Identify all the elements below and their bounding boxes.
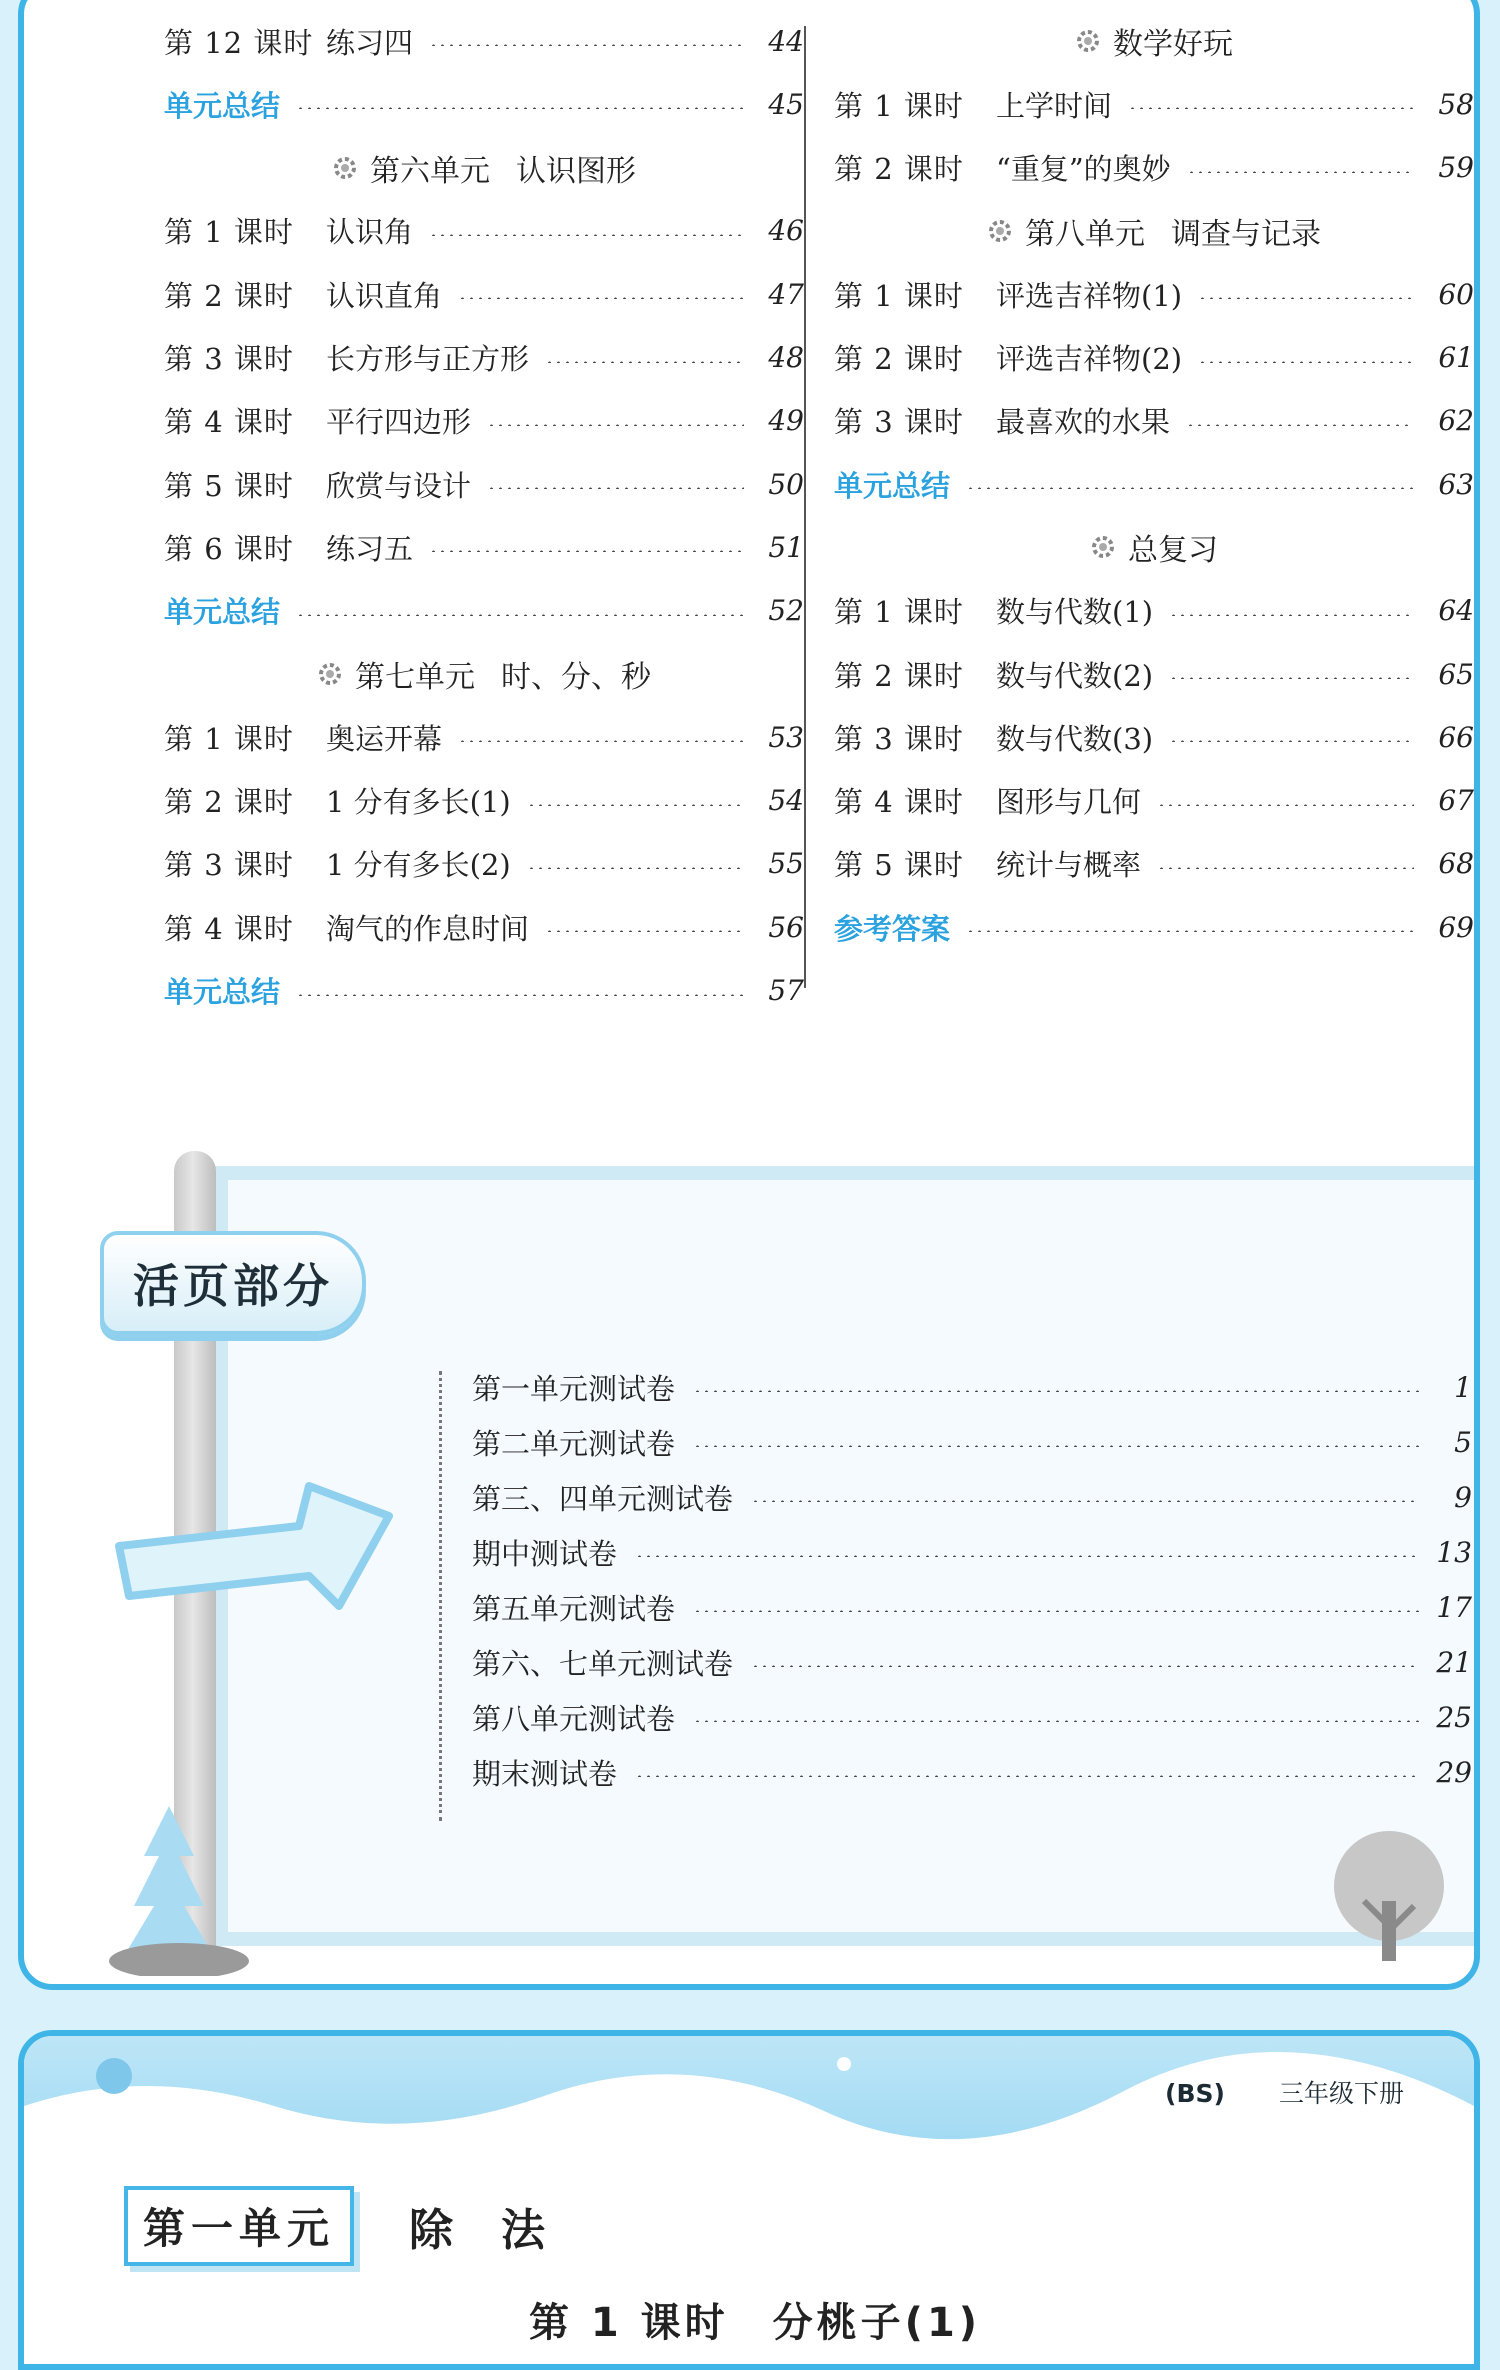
dot-leader — [296, 107, 744, 109]
gear-icon — [1090, 534, 1116, 560]
toc-entry[interactable] — [164, 839, 804, 889]
toc-entry[interactable] — [834, 269, 1474, 319]
unit-heading-name: 认识图形 — [516, 153, 636, 189]
gear-icon — [317, 661, 343, 687]
toc-entry-page: 63 — [1438, 467, 1474, 501]
toc-entry-page: 61 — [1438, 341, 1474, 374]
pullout-entry-title: 期中测试卷 — [472, 1536, 618, 1571]
toc-entry-lesson: 第 2 课时 — [164, 278, 294, 313]
dot-leader — [527, 867, 744, 869]
dot-leader — [1157, 867, 1414, 869]
pullout-entry-page: 9 — [1454, 1480, 1472, 1514]
dot-leader — [545, 361, 744, 363]
toc-entry-title: 评选吉祥物(1) — [996, 278, 1183, 313]
toc-entry-title: 单元总结 — [164, 595, 281, 630]
toc-summary-entry[interactable] — [834, 902, 1474, 952]
toc-entry[interactable] — [164, 206, 804, 256]
toc-entry-page: 68 — [1438, 847, 1474, 881]
dot-leader — [1157, 804, 1414, 806]
toc-entry-title: 图形与几何 — [996, 785, 1142, 820]
unit-heading-label: 第八单元 — [1025, 216, 1145, 252]
dot-leader — [1186, 424, 1414, 426]
toc-entry-title: “重复”的奥妙 — [996, 152, 1171, 187]
dot-leader — [458, 740, 744, 742]
pullout-entry-title: 第六、七单元测试卷 — [472, 1646, 734, 1681]
toc-entry-page: 67 — [1438, 784, 1474, 818]
toc-summary-entry[interactable] — [164, 966, 804, 1016]
toc-entry-page: 51 — [768, 530, 804, 564]
toc-entry-page: 44 — [768, 24, 804, 58]
unit-heading — [164, 143, 804, 193]
toc-entry-page: 64 — [1438, 594, 1474, 628]
toc-entry-title: 练习四 — [326, 25, 414, 60]
unit-heading-label: 数学好玩 — [1113, 27, 1233, 62]
pullout-label: 活页部分 — [100, 1231, 366, 1335]
toc-entry-lesson: 第 5 课时 — [834, 848, 964, 883]
dot-leader — [1187, 171, 1414, 173]
toc-entry-title: 单元总结 — [834, 468, 951, 503]
unit-label-box: 第一单元 — [124, 2186, 354, 2266]
dot-leader — [545, 930, 744, 932]
toc-entry[interactable] — [834, 143, 1474, 193]
toc-entry[interactable] — [834, 649, 1474, 699]
toc-entry-lesson: 第 4 课时 — [164, 911, 294, 946]
pullout-entry[interactable] — [472, 1638, 1472, 1686]
dot-leader — [1128, 107, 1414, 109]
toc-entry-page: 69 — [1438, 910, 1474, 944]
toc-entry[interactable] — [834, 79, 1474, 129]
toc-entry-lesson: 第 5 课时 — [164, 468, 294, 503]
unit-heading — [164, 649, 804, 699]
dot-leader — [1169, 740, 1414, 742]
dot-leader — [966, 487, 1414, 489]
dot-leader — [429, 234, 744, 236]
toc-summary-entry[interactable] — [164, 79, 804, 129]
column-divider — [804, 26, 806, 988]
pullout-entry-page: 1 — [1454, 1370, 1472, 1404]
chapter-page — [18, 2030, 1480, 2370]
toc-entry-page: 60 — [1438, 277, 1474, 311]
unit-heading-name: 时、分、秒 — [501, 660, 651, 695]
toc-entry-lesson: 第 3 课时 — [834, 721, 964, 756]
pullout-entry-page: 5 — [1454, 1425, 1472, 1459]
toc-entry-lesson: 第 2 课时 — [834, 152, 964, 187]
toc-entry[interactable] — [164, 776, 804, 826]
toc-entry[interactable] — [164, 712, 804, 762]
pullout-entry-title: 第五单元测试卷 — [472, 1591, 676, 1626]
pullout-entry[interactable] — [472, 1418, 1472, 1466]
dot-leader — [693, 1720, 1420, 1722]
toc-entry-title: 数与代数(1) — [996, 595, 1154, 630]
toc-entry-title: 数与代数(2) — [996, 658, 1154, 693]
toc-entry-lesson: 第 4 课时 — [164, 405, 294, 440]
dot-leader — [635, 1775, 1420, 1777]
dot-leader — [458, 297, 744, 299]
arrow-sign-icon — [109, 1456, 399, 1636]
pullout-entry-page: 13 — [1436, 1535, 1472, 1569]
toc-entry-title: 参考答案 — [834, 911, 951, 946]
gear-icon — [987, 218, 1013, 244]
toc-entry[interactable] — [834, 396, 1474, 446]
pullout-entry[interactable] — [472, 1693, 1472, 1741]
unit-heading-name: 调查与记录 — [1171, 216, 1321, 252]
toc-entry-lesson: 第 12 课时 — [164, 25, 314, 60]
pullout-entry-title: 第三、四单元测试卷 — [472, 1481, 734, 1516]
tree-right-icon — [1314, 1821, 1464, 1971]
toc-entry-title: 数与代数(3) — [996, 721, 1154, 756]
dot-leader — [693, 1390, 1420, 1392]
pullout-entry-title: 第二单元测试卷 — [472, 1426, 676, 1461]
unit-heading — [834, 16, 1474, 66]
toc-entry-lesson: 第 2 课时 — [834, 342, 964, 376]
pullout-entry-title: 第一单元测试卷 — [472, 1371, 676, 1406]
dot-leader — [1169, 614, 1414, 616]
dot-leader — [635, 1555, 1420, 1557]
toc-entry-title: 统计与概率 — [996, 848, 1142, 883]
dot-leader — [296, 614, 744, 616]
pullout-entry-page: 25 — [1436, 1700, 1472, 1734]
pullout-entry[interactable] — [472, 1748, 1472, 1796]
dot-leader — [487, 424, 744, 426]
dot-leader — [429, 550, 744, 552]
toc-entry[interactable] — [834, 839, 1474, 889]
toc-entry[interactable] — [164, 459, 804, 509]
tree-left-icon — [84, 1766, 254, 1976]
toc-entry[interactable] — [164, 16, 804, 66]
unit-heading-label: 总复习 — [1128, 533, 1218, 569]
gear-icon — [332, 155, 358, 181]
toc-entry-page: 49 — [768, 404, 804, 438]
edition-label: (BS) — [1165, 2079, 1225, 2108]
toc-entry-title: 淘气的作息时间 — [326, 911, 530, 946]
toc-entry-page: 57 — [768, 974, 804, 1007]
dot-leader — [527, 804, 744, 806]
toc-entry-title: 最喜欢的水果 — [996, 405, 1171, 440]
unit-heading-label: 第七单元 — [355, 660, 475, 695]
pullout-entry[interactable] — [472, 1473, 1472, 1521]
toc-entry-title: 欣赏与设计 — [326, 468, 472, 503]
dot-leader — [966, 930, 1414, 932]
toc-entry[interactable] — [834, 586, 1474, 636]
pullout-entry[interactable] — [472, 1528, 1472, 1576]
toc-entry[interactable] — [834, 333, 1474, 383]
toc-entry-page: 62 — [1438, 404, 1474, 438]
toc-entry-title: 1 分有多长(2) — [326, 848, 511, 883]
unit-heading — [834, 522, 1474, 572]
toc-entry-page: 48 — [768, 341, 804, 374]
toc-entry[interactable] — [164, 902, 804, 952]
dot-leader — [296, 994, 744, 996]
dot-leader — [751, 1500, 1420, 1502]
toc-entry-page: 50 — [768, 467, 804, 501]
toc-entry[interactable] — [164, 522, 804, 572]
toc-entry-page: 65 — [1438, 657, 1474, 691]
dot-leader — [1169, 677, 1414, 679]
dot-leader — [487, 487, 744, 489]
dot-leader — [429, 44, 744, 46]
toc-entry-lesson: 第 3 课时 — [164, 342, 294, 376]
toc-entry[interactable] — [164, 396, 804, 446]
pullout-entry-page: 17 — [1436, 1590, 1472, 1624]
toc-entry-page: 59 — [1438, 151, 1474, 185]
toc-entry-title: 1 分有多长(1) — [326, 785, 511, 820]
pullout-list — [439, 1371, 1472, 1821]
grade-label: 三年级下册 — [1278, 2079, 1404, 2108]
book-tag — [1165, 2074, 1404, 2110]
toc-summary-entry[interactable] — [164, 586, 804, 636]
dot-leader — [1198, 297, 1414, 299]
unit-heading-label: 第六单元 — [370, 153, 490, 189]
toc-entry[interactable] — [164, 269, 804, 319]
pullout-entry-title: 第八单元测试卷 — [472, 1701, 676, 1736]
toc-entry-title: 上学时间 — [996, 88, 1113, 123]
toc-entry-lesson: 第 1 课时 — [834, 278, 964, 313]
pullout-entry[interactable] — [472, 1583, 1472, 1631]
toc-entry-page: 47 — [768, 277, 804, 311]
toc-entry-title: 认识直角 — [326, 278, 443, 313]
subject-label: 数学 — [1226, 2079, 1277, 2108]
dot-leader — [751, 1665, 1420, 1667]
toc-entry-lesson: 第 6 课时 — [164, 531, 294, 566]
toc-entry-lesson: 第 3 课时 — [164, 848, 294, 883]
gear-icon — [1075, 28, 1101, 54]
unit-name: 除法 — [409, 2205, 593, 2256]
toc-entry-page: 52 — [768, 594, 804, 628]
toc-entry-title: 平行四边形 — [326, 405, 472, 440]
toc-entry-page: 55 — [768, 847, 804, 881]
pullout-entry-title: 期末测试卷 — [472, 1756, 618, 1791]
unit-heading — [834, 206, 1474, 256]
toc-entry[interactable] — [834, 712, 1474, 762]
lesson-title-partial: 第 1 课时 分桃子(1) — [529, 2300, 982, 2346]
toc-entry-page: 56 — [768, 910, 804, 944]
toc-entry-lesson: 第 1 课时 — [834, 88, 964, 123]
toc-entry-title: 长方形与正方形 — [326, 342, 530, 376]
dot-leader — [693, 1445, 1420, 1447]
toc-entry-lesson: 第 2 课时 — [164, 785, 294, 820]
toc-entry-title: 练习五 — [326, 531, 414, 566]
toc-entry-lesson: 第 1 课时 — [834, 595, 964, 630]
toc-entry-lesson: 第 1 课时 — [164, 721, 294, 756]
toc-entry-title: 单元总结 — [164, 88, 281, 123]
toc-entry-title: 认识角 — [326, 215, 414, 250]
pullout-entry-page: 29 — [1436, 1755, 1472, 1789]
toc-entry[interactable] — [834, 776, 1474, 826]
dot-leader — [1198, 361, 1414, 363]
toc-entry-lesson: 第 4 课时 — [834, 785, 964, 820]
pullout-entry-page: 21 — [1436, 1645, 1472, 1679]
toc-entry-lesson: 第 2 课时 — [834, 658, 964, 693]
toc-entry-title: 奥运开幕 — [326, 721, 443, 756]
toc-entry-lesson: 第 1 课时 — [164, 215, 294, 250]
dot-leader — [693, 1610, 1420, 1612]
toc-entry-title: 评选吉祥物(2) — [996, 342, 1183, 376]
pullout-entry[interactable] — [472, 1363, 1472, 1411]
toc-entry[interactable] — [164, 333, 804, 383]
toc-entry-page: 46 — [768, 214, 804, 248]
toc-entry-title: 单元总结 — [164, 975, 281, 1009]
toc-entry-page: 54 — [768, 784, 804, 818]
toc-summary-entry[interactable] — [834, 459, 1474, 509]
toc-panel — [18, 0, 1480, 1990]
toc-entry-page: 66 — [1438, 720, 1474, 754]
toc-entry-page: 45 — [768, 87, 804, 121]
toc-entry-page: 58 — [1438, 87, 1474, 121]
toc-entry-lesson: 第 3 课时 — [834, 405, 964, 440]
toc-entry-page: 53 — [768, 720, 804, 754]
